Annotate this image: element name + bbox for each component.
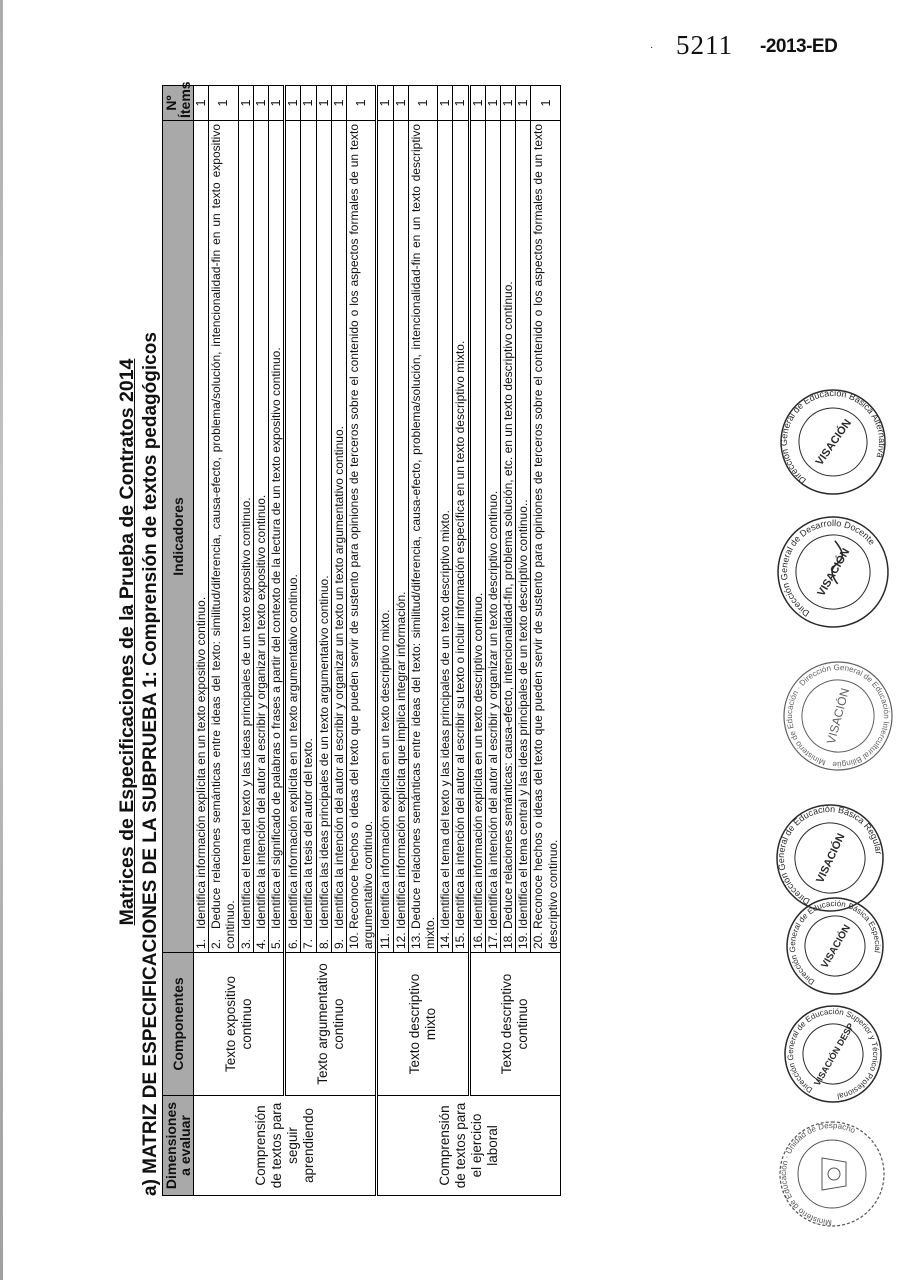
indicator-number: 7. bbox=[301, 938, 316, 949]
stamp-center-text: VISACIÓN bbox=[814, 831, 848, 886]
indicator-cell bbox=[316, 121, 331, 953]
component-cell: Texto descriptivo continuo bbox=[469, 953, 560, 1096]
indicator-number: 14. bbox=[438, 932, 453, 949]
indicator-cell bbox=[269, 121, 285, 953]
indicator-number: 2. bbox=[209, 938, 224, 949]
indicator-number: 20. bbox=[531, 932, 546, 949]
indicator-number: 17. bbox=[485, 932, 500, 949]
indicator-cell bbox=[285, 121, 301, 953]
indicator-text: Identifica información explícita en un texto expositivo continuo. bbox=[194, 596, 208, 929]
items-count: 1 bbox=[285, 86, 301, 121]
component-cell: Texto expositivo continuo bbox=[194, 953, 285, 1096]
items-count: 1 bbox=[331, 86, 346, 121]
indicator-cell bbox=[469, 121, 485, 953]
indicator-text: Reconoce hechos o ideas del texto que pueden servir de sustento para opiniones de terceros sobre el contenido o los aspectos formales de un texto descriptivo continuo. bbox=[531, 124, 560, 949]
items-count: 1 bbox=[501, 86, 516, 121]
indicator-number: 19. bbox=[516, 932, 531, 949]
items-count: 1 bbox=[438, 86, 453, 121]
header-components: Componentes bbox=[163, 953, 194, 1096]
header-items: Nº Ítems bbox=[163, 86, 194, 121]
stamp-ring-text: Dirección General de Educación Básica Alternativa bbox=[778, 387, 888, 487]
indicator-cell bbox=[194, 121, 209, 953]
indicator-text: Identifica la tesis del autor del texto. bbox=[301, 738, 316, 929]
table-row bbox=[469, 86, 485, 1196]
indicator-cell bbox=[531, 121, 560, 953]
indicator-number: 9. bbox=[331, 938, 346, 949]
header-indicators: Indicadores bbox=[163, 121, 194, 953]
header-dimensions: Dimensiones a evaluar bbox=[163, 1096, 194, 1196]
indicator-text: Deduce relaciones semánticas entre ideas del texto: similitud/diferencia, causa-efecto, problema/solución, intencionalidad-fin en un texto descriptivo mixto. bbox=[408, 124, 438, 949]
table-row bbox=[285, 86, 301, 1196]
indicator-text: Identifica el tema central y las ideas principales de un texto descriptivo continuo.. bbox=[516, 499, 531, 929]
indicator-cell bbox=[485, 121, 500, 953]
indicator-number: 15. bbox=[453, 932, 468, 949]
rotated-page-content bbox=[116, 72, 907, 1212]
items-count: 1 bbox=[316, 86, 331, 121]
stamp-ring-text: Dirección General de Desarrollo Docente bbox=[778, 517, 878, 619]
document-title: Matrices de Especificaciones de la Prueba de Contratos 2014 bbox=[116, 358, 138, 926]
indicator-cell bbox=[238, 121, 253, 953]
items-count: 1 bbox=[269, 86, 285, 121]
indicator-cell bbox=[501, 121, 516, 953]
items-count: 1 bbox=[347, 86, 377, 121]
items-count: 1 bbox=[531, 86, 560, 121]
indicator-number: 11. bbox=[378, 933, 393, 949]
indicator-cell bbox=[331, 121, 346, 953]
indicator-cell bbox=[253, 121, 268, 953]
document-number: 5211 bbox=[676, 30, 733, 60]
stamp-ring-text: Dirección General de Educación Básica Especial bbox=[787, 898, 883, 987]
indicator-text: Identifica las ideas principales de un texto argumentativo continuo. bbox=[316, 575, 331, 929]
items-count: 1 bbox=[453, 86, 469, 121]
indicator-text: Identifica el tema del texto y las ideas principales de un texto expositivo continuo. bbox=[238, 497, 253, 929]
items-count: 1 bbox=[408, 86, 437, 121]
indicator-number: 8. bbox=[316, 938, 331, 949]
indicator-text: Deduce relaciones semánticas: causa-efecto, intencionalidad-fin, problema solución, etc. en un texto descriptivo continuo. bbox=[501, 281, 516, 929]
indicator-cell bbox=[516, 121, 531, 953]
stamp-center-text: VISACIÓN DESP bbox=[811, 1021, 856, 1088]
indicator-number: 13. bbox=[408, 932, 423, 949]
indicator-text: Identifica información explícita en un texto argumentativo continuo. bbox=[286, 574, 301, 929]
indicator-cell bbox=[301, 121, 316, 953]
indicator-cell bbox=[393, 121, 408, 953]
indicator-text: Deduce relaciones semánticas entre ideas del texto: similitud/diferencia, causa-efecto, problema/solución, intencionalidad-fin en un texto expositivo continuo. bbox=[209, 124, 238, 949]
items-count: 1 bbox=[485, 86, 500, 121]
matrix-subtitle: a) MATRIZ DE ESPECIFICACIONES DE LA SUBPRUEBA 1: Comprensión de textos pedagógicos bbox=[140, 332, 161, 1196]
document-number-suffix: -2013-ED bbox=[760, 36, 838, 57]
stamp-ring-text: Dirección General de Educación Superior y Técnico Profesional bbox=[785, 1006, 881, 1101]
indicator-text: Identifica información explícita en un texto descriptivo continuo. bbox=[470, 592, 485, 929]
table-header-row bbox=[163, 86, 194, 1196]
indicator-number: 3. bbox=[238, 938, 253, 949]
component-cell: Texto argumentativo continuo bbox=[285, 953, 377, 1096]
items-count: 1 bbox=[301, 86, 316, 121]
indicator-text: Identifica la intención del autor al escribir y organizar un texto descriptivo continuo. bbox=[485, 490, 500, 929]
dimension-cell: Comprensión de textos para el ejercicio laboral bbox=[377, 1096, 560, 1196]
component-cell: Texto descriptivo mixto bbox=[377, 953, 469, 1096]
indicator-number: 1. bbox=[194, 938, 208, 949]
stamp-ring-text: Dirección General de Educación Básica Regular bbox=[775, 803, 884, 907]
table-row bbox=[377, 86, 393, 1196]
indicator-text: Identifica la intención del autor al escribir su texto o incluir información específica en un texto descriptivo mixto. bbox=[453, 340, 468, 929]
stamp-center-text: VISACIÓN bbox=[823, 686, 853, 746]
indicator-text: Reconoce hechos o ideas del texto que pueden servir de sustento para opiniones de terceros sobre el contenido o los aspectos formales de un texto argumentativo continuo. bbox=[347, 124, 376, 949]
specifications-table bbox=[162, 81, 561, 1196]
items-count: 1 bbox=[253, 86, 268, 121]
indicator-number: 6. bbox=[286, 938, 301, 949]
indicator-cell bbox=[347, 121, 377, 953]
items-count: 1 bbox=[238, 86, 253, 121]
table-row bbox=[194, 86, 209, 1196]
indicator-cell bbox=[453, 121, 469, 953]
indicator-number: 10. bbox=[347, 932, 362, 949]
indicator-text: Identifica información explícita en un texto descriptivo mixto. bbox=[378, 609, 393, 929]
items-count: 1 bbox=[209, 86, 238, 121]
indicator-text: Identifica información explícita que implica integrar información. bbox=[393, 591, 408, 929]
indicator-number: 4. bbox=[253, 938, 268, 949]
indicator-text: Identifica la intención del autor al escribir y organizar un texto expositivo continuo. bbox=[253, 494, 268, 929]
stamp-center-text: VISACIÓN bbox=[815, 546, 853, 599]
stamp-ring-text: Ministerio de Educación · Unidad de Despacho bbox=[778, 1120, 857, 1228]
items-count: 1 bbox=[516, 86, 531, 121]
dimension-cell: Comprensión de textos para seguir aprendiendo bbox=[194, 1096, 377, 1196]
indicator-cell bbox=[209, 121, 238, 953]
indicator-number: 16. bbox=[470, 932, 485, 949]
indicator-text: Identifica el tema del texto y las ideas principales de un texto descriptivo mixto. bbox=[438, 510, 453, 929]
stamp-ring-text: Ministerio de Educación · Dirección General de Educación Intercultural Bilingüe bbox=[784, 662, 892, 770]
page-edge bbox=[0, 0, 3, 1280]
stamp-center-text: VISACIÓN bbox=[819, 923, 854, 971]
indicator-text: Identifica el significado de palabras o frases a partir del contexto de la lectura de un texto expositivo continuo. bbox=[269, 347, 284, 929]
indicator-cell bbox=[408, 121, 437, 953]
indicator-number: 18. bbox=[501, 932, 516, 949]
handwritten-mark: · bbox=[650, 42, 654, 53]
items-count: 1 bbox=[377, 86, 393, 121]
indicator-number: 12. bbox=[393, 932, 408, 949]
indicator-cell bbox=[438, 121, 453, 953]
items-count: 1 bbox=[393, 86, 408, 121]
stamp-center-text: VISACIÓN bbox=[813, 417, 854, 468]
indicator-cell bbox=[377, 121, 393, 953]
items-count: 1 bbox=[469, 86, 485, 121]
indicator-text: Identifica la intención del autor al escribir y organizar un texto un texto argumentativo continuo. bbox=[331, 426, 346, 929]
indicator-number: 5. bbox=[269, 938, 284, 949]
items-count: 1 bbox=[194, 86, 209, 121]
